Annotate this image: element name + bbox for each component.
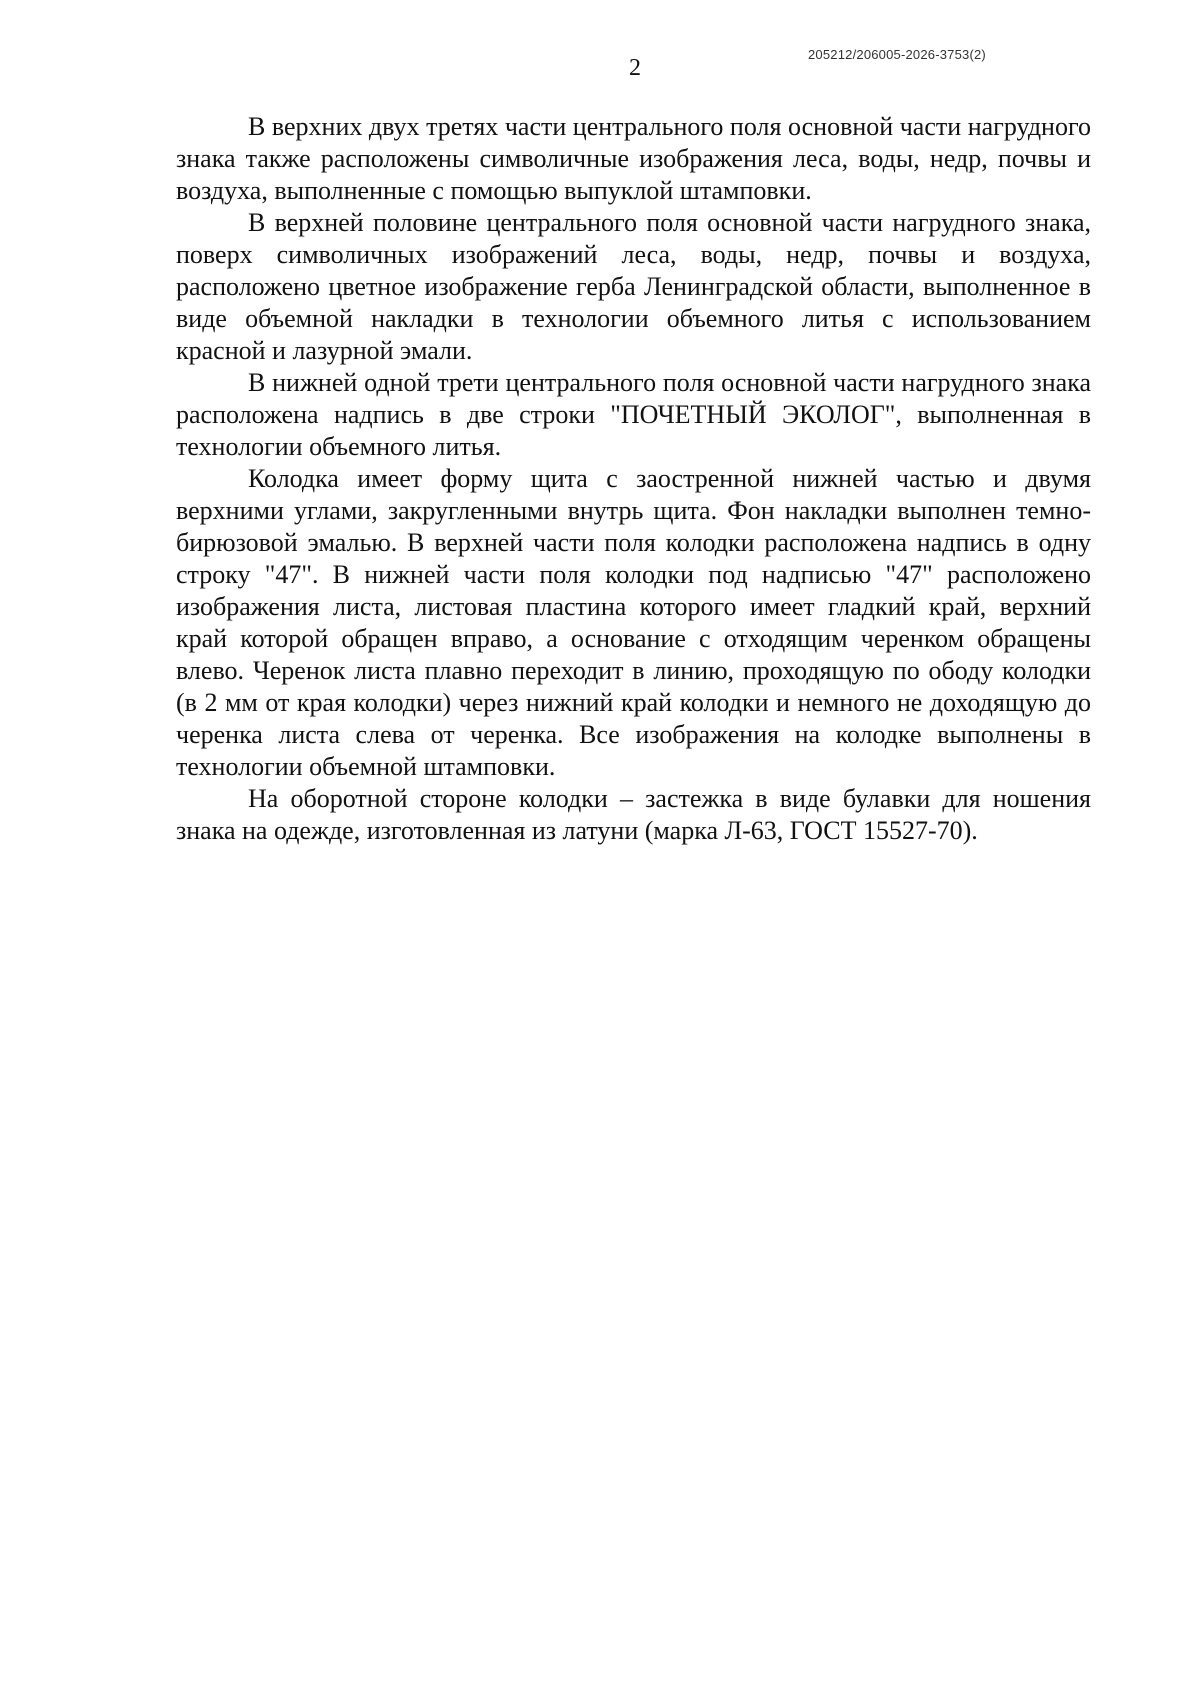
paragraph-1: В верхних двух третях части центрального поля основной части нагрудного знака также расположены символичные изображения леса, воды, недр, почвы и воздуха, выполненные с помощью выпуклой штамповки. <box>176 112 1091 205</box>
paragraph-5: На оборотной стороне колодки – застежка в виде булавки для ношения знака на одежде, изготовленная из латуни (марка Л-63, ГОСТ 15527-70). <box>176 784 1091 845</box>
paragraph-4: Колодка имеет форму щита с заостренной нижней частью и двумя верхними углами, закругленными внутрь щита. Фон накладки выполнен темно-бирюзовой эмалью. В верхней части поля колодки расположена надпись в одну строку "47". В нижней части поля колодки под надписью "47" расположено изображения листа, листовая пластина которого имеет гладкий край, верхний край которой обращен вправо, а основание с отходящим черенком обращены влево. Черенок листа плавно переходит в линию, проходящую по ободу колодки (в 2 мм от края колодки) через нижний край колодки и немного не доходящую до черенка листа слева от черенка. Все изображения на колодке выполнены в технологии объемной штамповки. <box>176 464 1091 781</box>
document-body <box>176 111 1091 847</box>
page-number: 2 <box>629 55 641 81</box>
paragraph-2: В верхней половине центрального поля основной части нагрудного знака, поверх символичных изображений леса, воды, недр, почвы и воздуха, расположено цветное изображение герба Ленинградской области, выполненное в виде объемной накладки в технологии объемного литья с использованием красной и лазурной эмали. <box>176 208 1091 365</box>
paragraph-3: В нижней одной трети центрального поля основной части нагрудного знака расположена надпись в две строки "ПОЧЕТНЫЙ ЭКОЛОГ", выполненная в технологии объемного литья. <box>176 368 1091 461</box>
document-number: 205212/206005-2026-3753(2) <box>808 47 986 62</box>
